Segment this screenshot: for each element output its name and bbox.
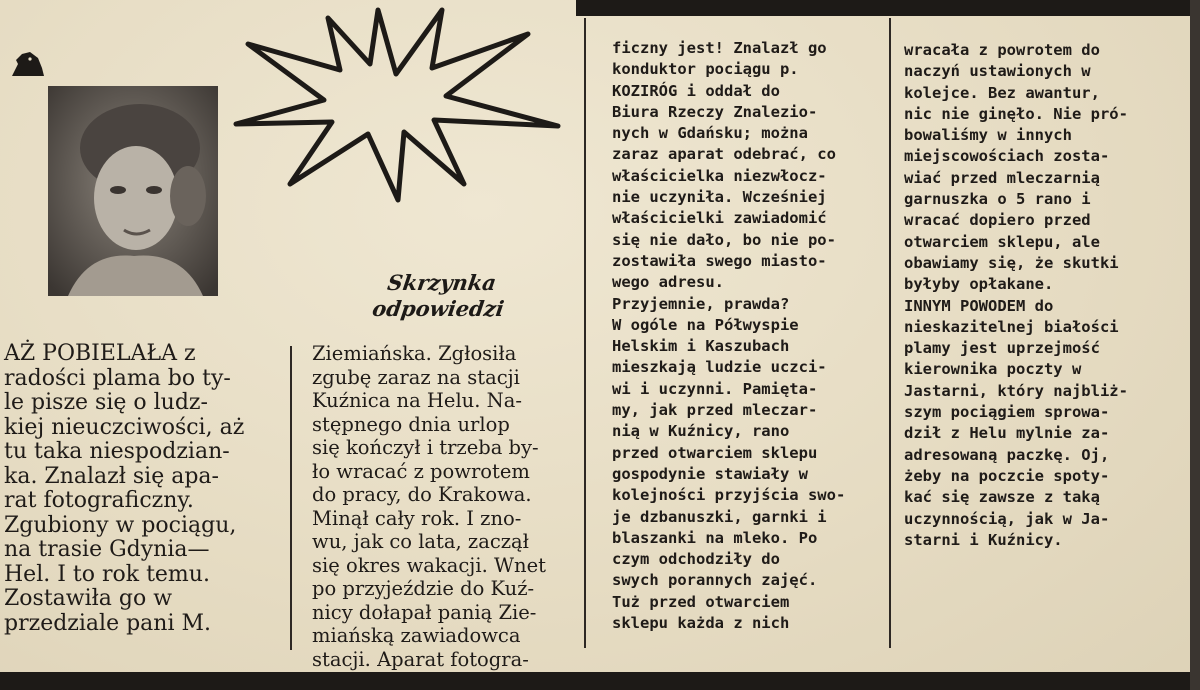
text-line: plamy jest uprzejmość — [904, 339, 1100, 358]
headline-line-1: Skrzynka — [385, 270, 498, 295]
text-line: ficzny jest! Znalazł go — [612, 39, 827, 57]
column-rule-2 — [584, 18, 586, 648]
text-line: swych porannych zajęć. — [612, 571, 818, 590]
text-line: KOZIRÓG i oddał do — [612, 81, 780, 100]
text-line: starni i Kuźnicy. — [904, 530, 1063, 549]
text-line: Przyjemnie, prawda? — [612, 294, 790, 313]
text-line: kać się zawsze z taką — [904, 488, 1100, 507]
text-line: Jastarni, który najbliż- — [904, 381, 1128, 400]
text-line: do pracy, do Krakowa. — [312, 483, 532, 506]
text-line: rat fotograficzny. — [4, 488, 194, 513]
text-line: przedziale pani M. — [4, 610, 212, 636]
text-line: właścicielki zawiadomić — [612, 209, 827, 228]
text-line: garnuszka o 5 rano i — [904, 190, 1091, 209]
article-column-4 — [904, 40, 1128, 551]
text-line: adresowaną paczkę. Oj, — [904, 445, 1110, 464]
text-line: Helskim i Kaszubach — [612, 337, 790, 356]
top-border-bar — [576, 0, 1200, 16]
text-line: ka. Znalazł się apa- — [4, 463, 219, 489]
text-line: obawiamy się, że skutki — [904, 253, 1119, 272]
text-line: stępnego dnia urlop — [312, 412, 510, 436]
text-line: nic nie ginęło. Nie pró- — [904, 104, 1128, 123]
text-line: konduktor pociągu p. — [612, 60, 799, 79]
text-line: wracać dopiero przed — [904, 211, 1091, 230]
text-line: nych w Gdańsku; można — [612, 124, 808, 143]
text-line: Tuż przed otwarciem — [612, 592, 790, 611]
text-line: szym pociągiem sprowa- — [904, 403, 1110, 422]
text-line: otwarciem sklepu, ale — [904, 232, 1100, 251]
text-line: bowaliśmy w innych — [904, 126, 1072, 145]
text-line: wiać przed mleczarnią — [904, 168, 1100, 187]
headline-line-2: odpowiedzi — [370, 296, 506, 321]
text-line: wracała z powrotem do — [904, 41, 1100, 59]
text-line: się okres wakacji. Wnet — [312, 553, 546, 577]
section-headline — [316, 270, 563, 322]
text-line: kiej nieuczciwości, aż — [4, 414, 245, 440]
text-line: ło wracać z powrotem — [312, 459, 530, 483]
text-line: zgubę zaraz na stacji — [312, 365, 520, 389]
text-line: właścicielka niezwłocz- — [612, 166, 827, 185]
text-line: się nie dało, bo nie po- — [612, 230, 836, 249]
column-rule-1 — [290, 346, 292, 650]
text-line: sklepu każda z nich — [612, 614, 790, 633]
text-line: stacji. Aparat fotogra- — [312, 647, 529, 671]
text-line: nią w Kuźnicy, rano — [612, 422, 790, 441]
article-column-1 — [4, 342, 244, 636]
text-line: Zostawiła go w — [4, 586, 173, 611]
text-line: mieszkają ludzie uczci- — [612, 358, 827, 377]
text-line: kolejności przyjścia swo- — [612, 486, 846, 505]
right-edge-shadow — [1190, 0, 1200, 690]
text-line: miańską zawiadowca — [312, 624, 521, 647]
text-line: po przyjeździe do Kuź- — [312, 577, 535, 600]
text-line: wu, jak co lata, zaczął — [312, 530, 529, 553]
text-line: my, jak przed mleczar- — [612, 401, 818, 420]
text-line: Ziemiańska. Zgłosiła — [312, 342, 517, 365]
text-line: Minął cały rok. I zno- — [312, 506, 522, 530]
article-column-3 — [612, 38, 845, 634]
text-line: INNYM POWODEM do — [904, 296, 1054, 315]
text-line: je dzbanuszki, garnki i — [612, 507, 827, 526]
column-rule-3 — [889, 18, 891, 648]
text-line: radości plama bo ty- — [4, 365, 231, 391]
text-line: na trasie Gdynia— — [4, 537, 210, 562]
text-line: tu taka niespodzian- — [4, 439, 230, 464]
text-line: gospodynie stawiały w — [612, 464, 808, 483]
text-line: nie uczyniła. Wcześniej — [612, 188, 827, 207]
text-line: W ogóle na Półwyspie — [612, 315, 799, 334]
text-line: kierownika poczty w — [904, 360, 1082, 379]
text-line: miejscowościach zosta- — [904, 147, 1110, 166]
text-line: Biura Rzeczy Znalezio- — [612, 102, 818, 121]
text-line: uczynnością, jak w Ja- — [904, 509, 1110, 528]
text-line: Hel. I to rok temu. — [4, 561, 210, 587]
text-line: blaszanki na mleko. Po — [612, 528, 818, 547]
text-line: byłyby opłakane. — [904, 275, 1054, 294]
text-line: się kończył i trzeba by- — [312, 436, 539, 459]
text-line: zostawiła swego miasto- — [612, 251, 827, 270]
text-line: le pisze się o ludz- — [4, 390, 208, 415]
bottom-border-bar — [0, 672, 1200, 690]
text-line: nieskazitelnej białości — [904, 317, 1119, 336]
text-line: żeby na poczcie spoty- — [904, 466, 1110, 485]
text-line: Kuźnica na Helu. Na- — [312, 389, 522, 412]
text-line: nicy dołapał panią Zie- — [312, 600, 537, 624]
text-line: naczyń ustawionych w — [904, 62, 1091, 81]
text-line: Zgubiony w pociągu, — [4, 512, 237, 538]
author-portrait — [48, 86, 218, 296]
text-line: kolejce. Bez awantur, — [904, 83, 1100, 102]
text-line: wego adresu. — [612, 273, 724, 292]
text-line: zaraz aparat odebrać, co — [612, 145, 836, 164]
text-line: czym odchodziły do — [612, 550, 780, 569]
knight-logo-icon — [8, 44, 48, 84]
text-line: dził z Helu mylnie za- — [904, 424, 1110, 443]
starburst-decoration — [228, 4, 564, 204]
text-line: przed otwarciem sklepu — [612, 443, 818, 462]
text-line: wi i uczynni. Pamięta- — [612, 379, 818, 398]
text-line: AŻ POBIELAŁA z — [4, 341, 196, 366]
article-column-2 — [312, 342, 546, 671]
